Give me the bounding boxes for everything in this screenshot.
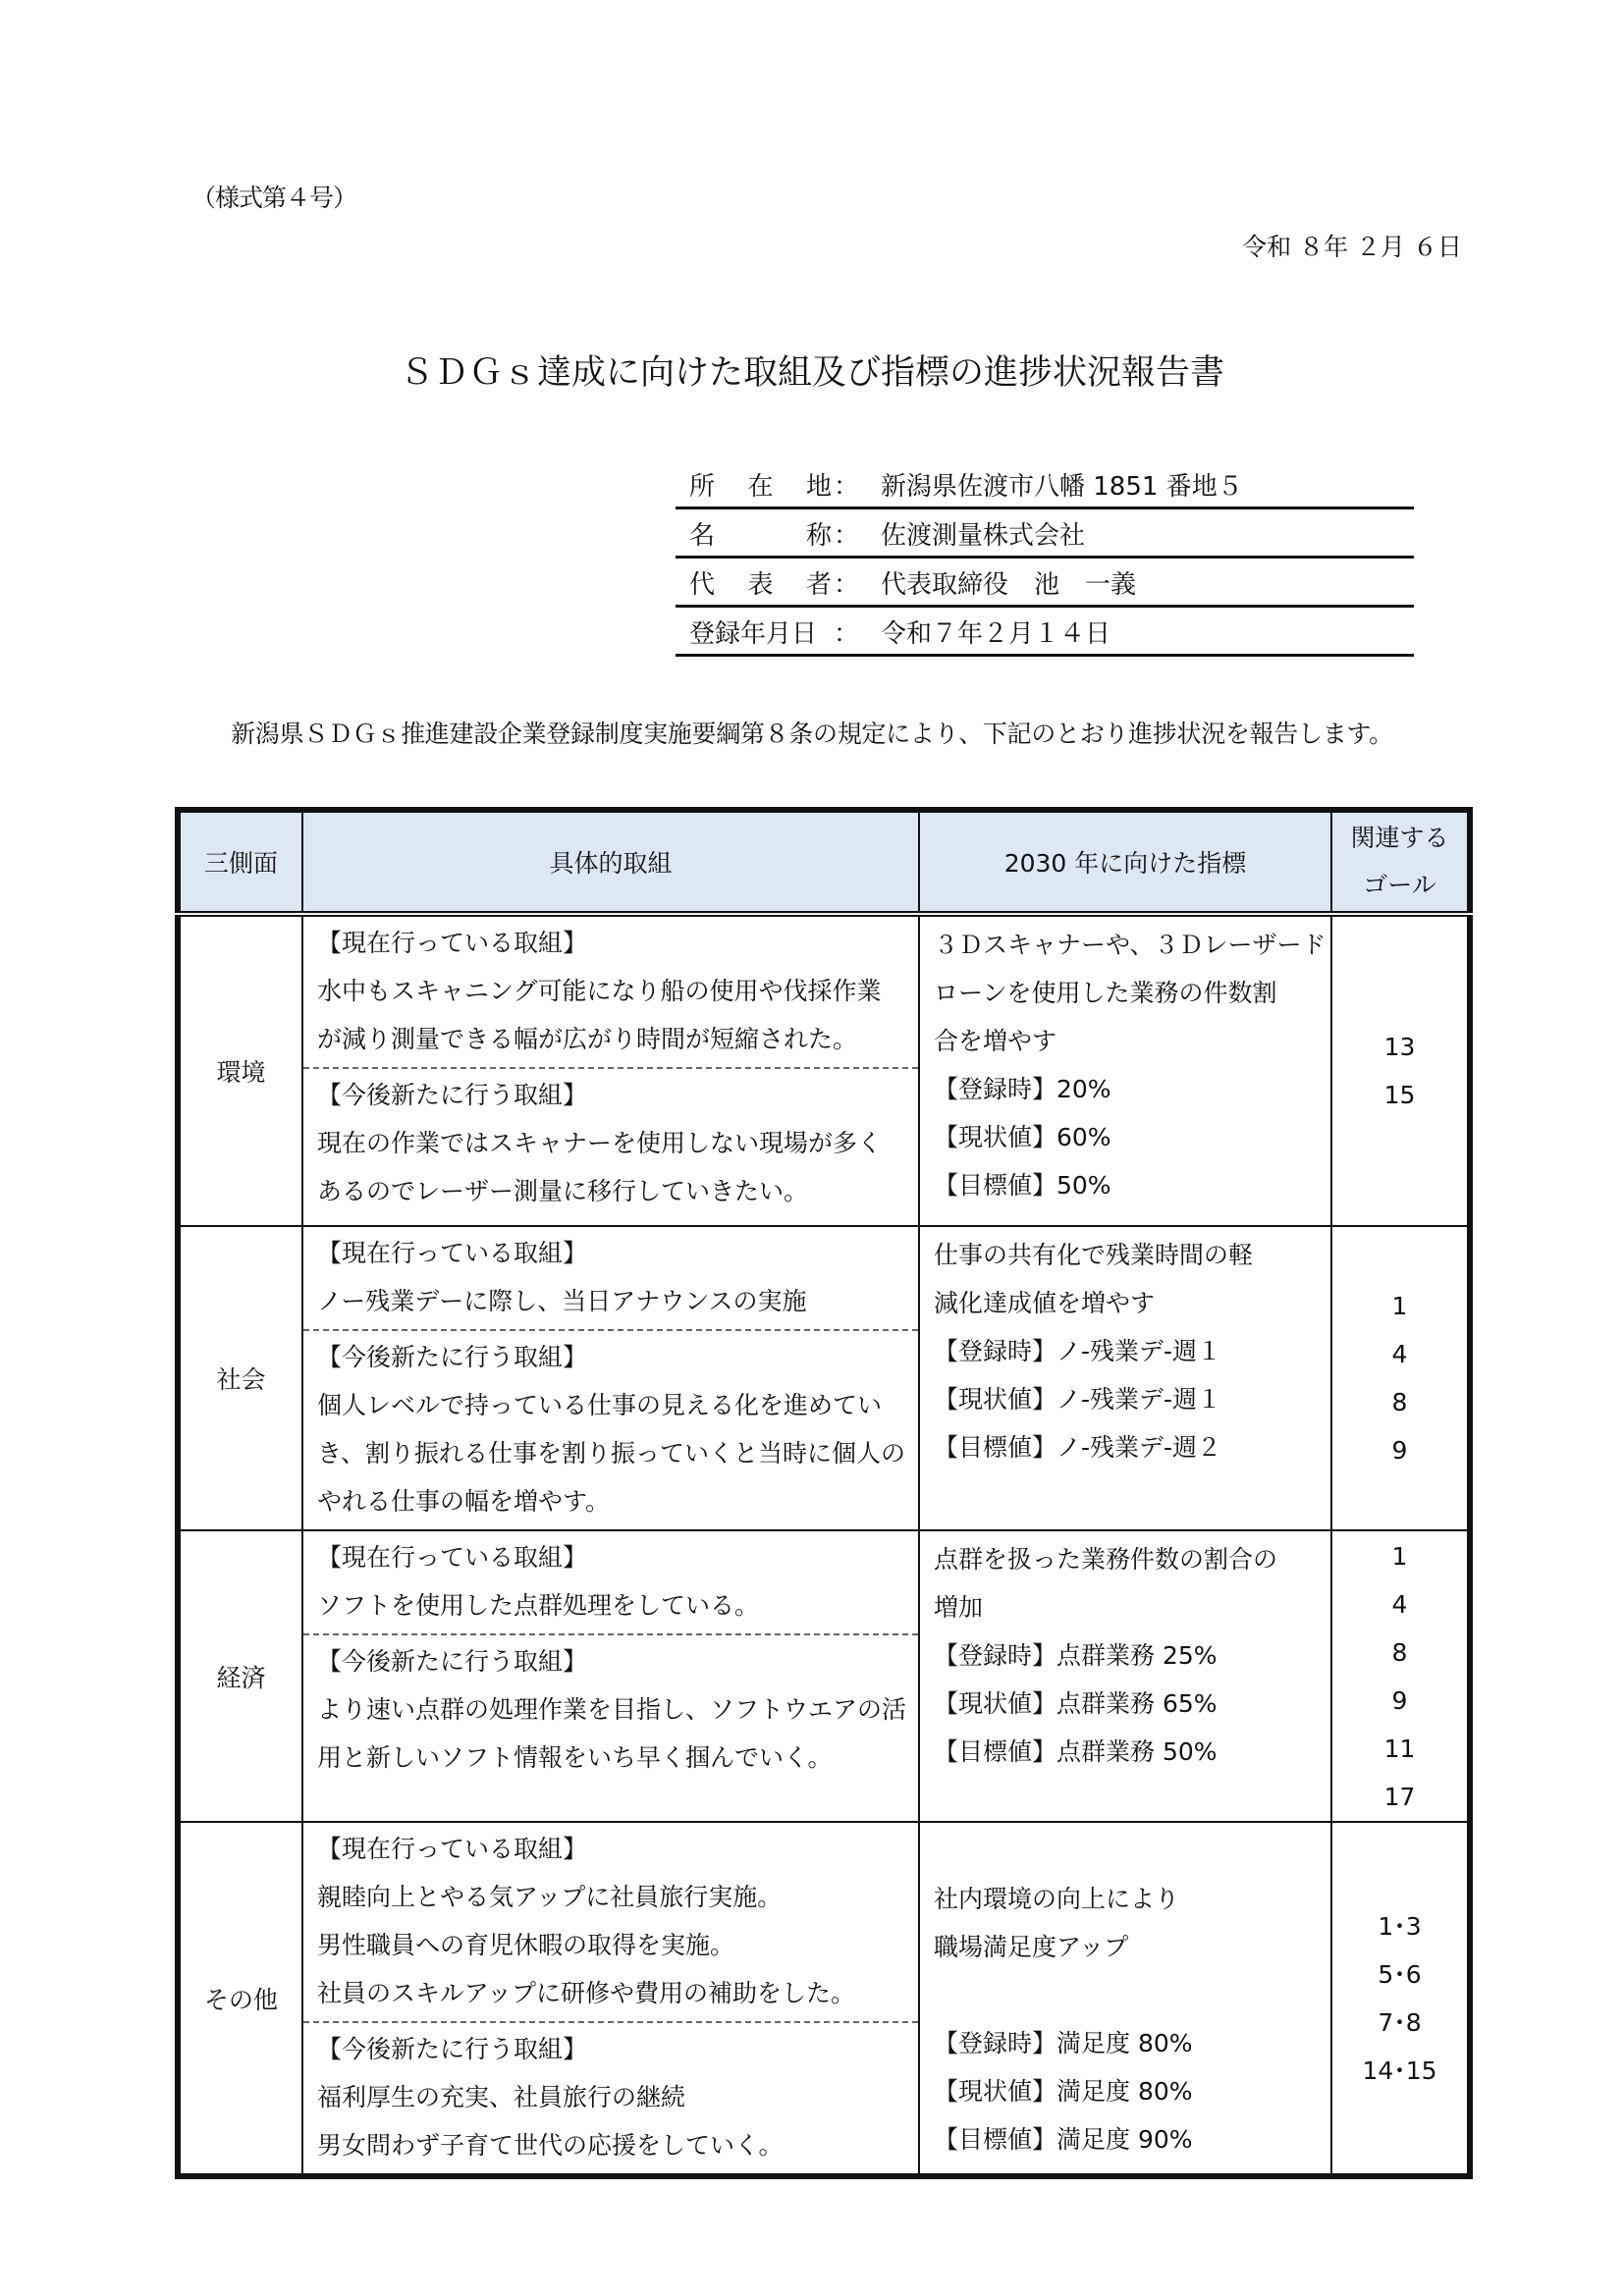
indicator-cell	[919, 1530, 1331, 1822]
registration-date-value: 令和７年２月１４日	[881, 618, 1111, 649]
table-row-environment	[178, 914, 1470, 1226]
info-label: 登録年月日	[689, 618, 818, 649]
goal-number: 17	[1383, 1782, 1416, 1811]
future-heading: 【今後新たに行う取組】	[317, 2035, 588, 2063]
aspect-cell: 環境	[178, 914, 302, 1226]
current-initiatives	[303, 1531, 918, 1633]
indicator-line	[934, 1971, 1330, 2019]
info-row-address	[676, 461, 1414, 509]
form-number: （様式第４号）	[191, 184, 357, 212]
indicator-cell	[919, 1226, 1331, 1530]
indicator-value: 【登録時】満足度 80%	[934, 2029, 1193, 2057]
table-row-society	[178, 1226, 1470, 1530]
future-line: 男女問わず子育て世代の応援をしていく。	[317, 2131, 784, 2160]
current-heading: 【現在行っている取組】	[317, 1543, 588, 1572]
goals-cell	[1331, 1530, 1470, 1822]
goal-number: 9	[1391, 1436, 1408, 1465]
indicator-line: ３Ｄスキャナーや、３Ｄレーザード	[934, 931, 1326, 959]
current-line: 社員のスキルアップに研修や費用の補助をした。	[317, 1979, 856, 2007]
goal-number: 9	[1391, 1685, 1408, 1715]
indicator-value: 【現状値】60%	[934, 1123, 1111, 1151]
indicator-value: 【目標値】50%	[934, 1171, 1111, 1200]
indicator-cell	[919, 914, 1331, 1226]
indicator-line: 減化達成値を増やす	[934, 1289, 1156, 1317]
header-goals: 関連する ゴール	[1331, 810, 1470, 914]
goal-number: 8	[1391, 1388, 1408, 1416]
goal-number: 4	[1391, 1589, 1408, 1619]
indicator-line: 社内環境の向上により	[934, 1885, 1180, 1913]
indicator-value: 【登録時】ノ-残業デ-週１	[934, 1337, 1222, 1365]
current-initiatives	[303, 1823, 918, 2021]
initiatives-cell	[302, 1822, 919, 2176]
goal-number: 1	[1391, 1541, 1408, 1571]
progress-table	[175, 807, 1473, 2179]
info-label: 代 表 者	[689, 569, 832, 600]
aspect-cell: 社会	[178, 1226, 302, 1530]
indicator-line: 職場満足度アップ	[934, 1933, 1129, 1961]
info-colon: ：	[834, 618, 860, 649]
current-line: 男性職員への育児休暇の取得を実施。	[317, 1931, 735, 1959]
goal-number: 14･15	[1362, 2056, 1437, 2085]
report-date: 令和 ８年 ２月 ６日	[1242, 233, 1462, 261]
initiatives-cell	[302, 1530, 919, 1822]
company-name-value: 佐渡測量株式会社	[881, 520, 1086, 551]
indicator-line	[934, 1827, 1330, 1875]
table-body	[178, 914, 1470, 2176]
table-row-other	[178, 1822, 1470, 2176]
info-row-representative	[676, 560, 1414, 608]
info-row-registration-date	[676, 609, 1414, 657]
goal-number: 5･6	[1378, 1959, 1422, 1989]
current-line: 水中もスキャニング可能になり船の使用や伐採作業	[317, 977, 882, 1005]
indicator-line: ローンを使用した業務の件数割	[934, 979, 1277, 1007]
document-title: ＳＤＧｓ達成に向けた取組及び指標の進捗状況報告書	[399, 353, 1224, 393]
initiatives-cell	[302, 1226, 919, 1530]
indicator-line: 合を増やす	[934, 1027, 1057, 1055]
indicator-line: 増加	[934, 1593, 984, 1622]
current-heading: 【現在行っている取組】	[317, 1835, 588, 1863]
address-value: 新潟県佐渡市八幡 1851 番地５	[881, 471, 1243, 502]
table-header-row	[178, 810, 1470, 914]
goals-cell	[1331, 1226, 1470, 1530]
current-line: が減り測量できる幅が広がり時間が短縮された。	[317, 1025, 858, 1053]
current-heading: 【現在行っている取組】	[317, 1239, 588, 1267]
indicator-value: 【目標値】満足度 90%	[934, 2125, 1193, 2154]
current-heading: 【現在行っている取組】	[317, 929, 588, 957]
info-colon: ：	[834, 520, 860, 551]
info-colon: ：	[834, 471, 860, 502]
goal-number: 7･8	[1378, 2007, 1422, 2037]
goal-number: 11	[1383, 1734, 1416, 1763]
future-initiatives	[303, 1329, 918, 1529]
future-heading: 【今後新たに行う取組】	[317, 1647, 588, 1676]
header-indicators: 2030 年に向けた指標	[919, 810, 1331, 914]
indicator-value: 【目標値】点群業務 50%	[934, 1737, 1218, 1766]
indicator-line: 仕事の共有化で残業時間の軽	[934, 1241, 1254, 1269]
info-label: 名 称	[689, 520, 832, 551]
future-heading: 【今後新たに行う取組】	[317, 1343, 588, 1371]
future-line: より速い点群の処理作業を目指し、ソフトウエアの活	[317, 1695, 907, 1724]
goal-number: 8	[1391, 1637, 1408, 1667]
future-line: やれる仕事の幅を増やす。	[317, 1487, 611, 1516]
future-initiatives	[303, 2021, 918, 2173]
future-line: 用と新しいソフト情報をいち早く掴んでいく。	[317, 1743, 833, 1772]
indicator-value: 【登録時】20%	[934, 1075, 1111, 1103]
goal-number: 1	[1391, 1292, 1408, 1320]
future-initiatives	[303, 1633, 918, 1786]
indicator-value: 【登録時】点群業務 25%	[934, 1641, 1218, 1670]
intro-paragraph: 新潟県ＳＤＧｓ推進建設企業登録制度実施要綱第８条の規定により、下記のとおり進捗状況を報告します。	[231, 720, 1393, 748]
current-line: ノー残業デーに際し、当日アナウンスの実施	[317, 1287, 807, 1315]
goal-number: 4	[1391, 1340, 1408, 1368]
current-initiatives	[303, 917, 918, 1067]
info-row-name	[676, 510, 1414, 559]
future-line: 個人レベルで持っている仕事の見える化を進めてい	[317, 1391, 883, 1419]
aspect-cell: 経済	[178, 1530, 302, 1822]
goal-number: 1･3	[1378, 1911, 1422, 1941]
header-initiatives: 具体的取組	[302, 810, 919, 914]
indicator-cell	[919, 1822, 1331, 2176]
indicator-value: 【現状値】点群業務 65%	[934, 1689, 1218, 1718]
representative-value: 代表取締役 池 一義	[881, 569, 1137, 600]
future-line: 福利厚生の充実、社員旅行の継続	[317, 2083, 686, 2111]
initiatives-cell	[302, 914, 919, 1226]
future-line: あるのでレーザー測量に移行していきたい。	[317, 1177, 809, 1205]
aspect-cell: その他	[178, 1822, 302, 2176]
indicator-value: 【現状値】満足度 80%	[934, 2077, 1193, 2106]
indicator-line: 点群を扱った業務件数の割合の	[934, 1545, 1278, 1574]
table-row-economy	[178, 1530, 1470, 1822]
info-label: 所 在 地	[689, 471, 832, 502]
goals-cell	[1331, 1822, 1470, 2176]
future-line: 現在の作業ではスキャナーを使用しない現場が多く	[317, 1129, 883, 1157]
info-colon: ：	[834, 569, 860, 600]
goal-number: 15	[1383, 1081, 1416, 1109]
company-info	[676, 461, 1414, 657]
indicator-value: 【現状値】ノ-残業デ-週１	[934, 1385, 1222, 1414]
goal-number: 13	[1383, 1033, 1416, 1061]
indicator-value: 【目標値】ノ-残業デ-週２	[934, 1433, 1222, 1462]
header-aspect: 三側面	[178, 810, 302, 914]
future-heading: 【今後新たに行う取組】	[317, 1081, 588, 1109]
current-line: 親睦向上とやる気アップに社員旅行実施。	[317, 1883, 783, 1911]
future-initiatives	[303, 1067, 918, 1219]
goals-cell	[1331, 914, 1470, 1226]
current-line: ソフトを使用した点群処理をしている。	[317, 1591, 760, 1620]
future-line: き、割り振れる仕事を割り振っていくと当時に個人の	[317, 1439, 906, 1468]
current-initiatives	[303, 1227, 918, 1329]
